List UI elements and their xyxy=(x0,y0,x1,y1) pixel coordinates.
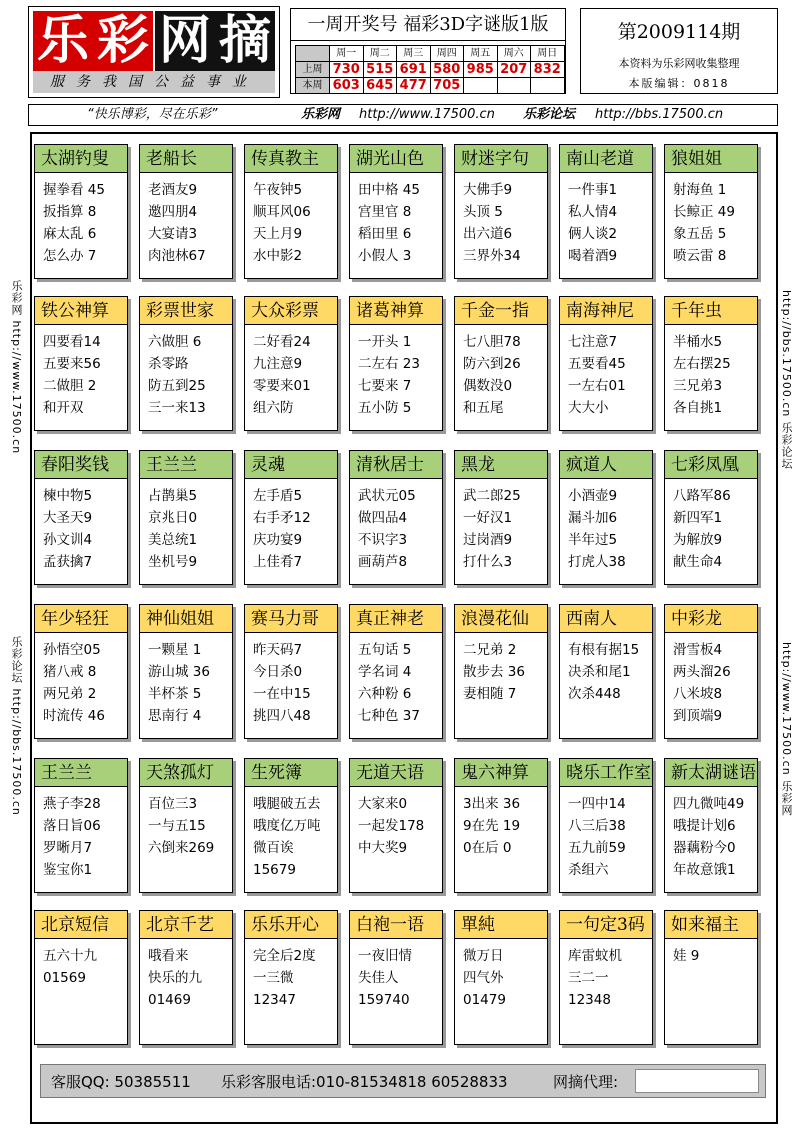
riddle-cell-line: 二好看24 xyxy=(253,334,311,350)
riddle-cell xyxy=(349,604,443,739)
logo-char-1: 乐 xyxy=(33,11,93,71)
riddle-cell-title: 如来福主 xyxy=(665,911,757,939)
riddle-cell-line: 散步去 36 xyxy=(463,664,525,680)
riddle-cell-line: 六做胆 6 xyxy=(148,334,202,350)
riddle-cell-line: 有根有据15 xyxy=(568,642,640,658)
riddle-cell-line: 哦腿破五去 xyxy=(253,796,321,812)
riddle-cell-title: 年少轻狂 xyxy=(35,605,127,633)
riddle-cell-line: 微百诶 xyxy=(253,840,294,856)
riddle-cell-line: 五六十九 xyxy=(43,948,97,964)
day-header: 周六 xyxy=(497,46,531,62)
riddle-cell xyxy=(559,758,653,893)
riddle-cell xyxy=(34,758,128,893)
this-week-label: 本周 xyxy=(296,78,330,94)
riddle-cell-line: 两头溜26 xyxy=(673,664,731,680)
riddle-cell-line: 9在先 19 xyxy=(463,818,521,834)
riddle-cell-title: 浪漫花仙 xyxy=(455,605,547,633)
riddle-cell xyxy=(664,144,758,279)
riddle-cell-line: 画葫芦8 xyxy=(358,554,408,570)
day-header: 周二 xyxy=(363,46,397,62)
riddle-cell-line: 武状元05 xyxy=(358,488,416,504)
riddle-cell xyxy=(664,450,758,585)
riddle-cell xyxy=(139,910,233,1045)
agent-input-box[interactable] xyxy=(635,1069,759,1093)
this-week-number: 603 xyxy=(330,78,364,94)
riddle-cell-line: 一三微 xyxy=(253,970,294,986)
side-right-top: http://bbs.17500.cn 乐彩论坛 xyxy=(780,290,793,470)
riddle-cell xyxy=(559,910,653,1045)
last-week-number: 730 xyxy=(330,62,364,78)
riddle-cell-line: 田中格 45 xyxy=(358,182,420,198)
riddle-cell-line: 水中影2 xyxy=(253,248,303,264)
riddle-cell xyxy=(244,296,338,431)
riddle-cell-line: 大宴请3 xyxy=(148,226,198,242)
riddle-cell-line: 年故意饿1 xyxy=(673,862,736,878)
riddle-cell-line: 四九微吨49 xyxy=(673,796,745,812)
riddle-cell-line: 小酒壶9 xyxy=(568,488,618,504)
issue-editor: 本版编辑：0818 xyxy=(628,77,730,90)
riddle-cell-line: 今日杀0 xyxy=(253,664,303,680)
this-week-number xyxy=(464,78,498,94)
riddle-cell-title: 鬼六神算 xyxy=(455,759,547,787)
riddle-cell-title: 北京短信 xyxy=(35,911,127,939)
riddle-cell xyxy=(244,604,338,739)
riddle-cell-line: 长鲸正 49 xyxy=(673,204,735,220)
footer-agent-label: 网摘代理: xyxy=(553,1073,619,1091)
riddle-cell xyxy=(244,910,338,1045)
riddle-cell-line: 微万日 xyxy=(463,948,504,964)
riddle-cell-title: 诸葛神算 xyxy=(350,297,442,325)
riddle-cell-line: 完全后2度 xyxy=(253,948,316,964)
logo-slogan: 服务我国公益事业 xyxy=(33,71,275,93)
riddle-cell-line: 喷云雷 8 xyxy=(673,248,727,264)
riddle-cell-line: 组六防 xyxy=(253,400,294,416)
day-header: 周三 xyxy=(397,46,431,62)
riddle-cell-line: 思南行 4 xyxy=(148,708,202,724)
riddle-cell-line: 杀组六 xyxy=(568,862,609,878)
riddle-cell-line: 八路军86 xyxy=(673,488,731,504)
riddle-cell-line: 挑四八48 xyxy=(253,708,311,724)
riddle-cell xyxy=(139,758,233,893)
riddle-cell-line: 老酒友9 xyxy=(148,182,198,198)
issue-note: 本资料为乐彩网收集整理 xyxy=(618,57,740,70)
riddle-cell-title: 乐乐开心 xyxy=(245,911,337,939)
riddle-cell-line: 库雷蚊机 xyxy=(568,948,622,964)
issue-number: 第2009114期 xyxy=(617,21,741,43)
riddle-cell-line: 二左右 23 xyxy=(358,356,420,372)
riddle-cell-line: 七要来 7 xyxy=(358,378,412,394)
riddle-cell-line: 六倒来269 xyxy=(148,840,215,856)
riddle-cell-line: 大大小 xyxy=(568,400,609,416)
riddle-cell-line: 快乐的九 xyxy=(148,970,202,986)
last-week-number: 515 xyxy=(363,62,397,78)
riddle-cell xyxy=(664,758,758,893)
riddle-cell xyxy=(34,144,128,279)
banner-site-url[interactable]: http://www.17500.cn xyxy=(359,107,495,122)
riddle-cell-title: 北京千艺 xyxy=(140,911,232,939)
riddle-cell-title: 南山老道 xyxy=(560,145,652,173)
this-week-number: 705 xyxy=(430,78,464,94)
riddle-cell-line: 罗晰月7 xyxy=(43,840,93,856)
riddle-cell-line: 过岗酒9 xyxy=(463,532,513,548)
riddle-cell xyxy=(244,144,338,279)
riddle-cell-title: 生死簿 xyxy=(245,759,337,787)
riddle-cell-line: 七八胆78 xyxy=(463,334,521,350)
riddle-cell-line: 大圣天9 xyxy=(43,510,93,526)
riddle-cell-line: 四要看14 xyxy=(43,334,101,350)
riddle-cell-line: 半杯茶 5 xyxy=(148,686,202,702)
riddle-cell-line: 五句话 5 xyxy=(358,642,412,658)
banner-slogan: “快乐博彩，尽在乐彩” xyxy=(87,107,218,122)
riddle-cell-title: 白袍一语 xyxy=(350,911,442,939)
riddle-cell-line: 不识字3 xyxy=(358,532,408,548)
riddle-cell-line: 12348 xyxy=(568,992,611,1008)
riddle-cell-line: 半桶水5 xyxy=(673,334,723,350)
riddle-cell-line: 射海鱼 1 xyxy=(673,182,727,198)
riddle-cell-line: 燕子李28 xyxy=(43,796,101,812)
slogan-banner xyxy=(28,104,778,126)
riddle-cell-line: 稻田里 6 xyxy=(358,226,412,242)
riddle-cell-title: 太湖钓叟 xyxy=(35,145,127,173)
this-week-number: 477 xyxy=(397,78,431,94)
last-week-number: 985 xyxy=(464,62,498,78)
riddle-cell xyxy=(454,450,548,585)
riddle-cell-line: 出六道6 xyxy=(463,226,513,242)
riddle-cell-title: 铁公神算 xyxy=(35,297,127,325)
riddle-cell-line: 游山城 36 xyxy=(148,664,210,680)
footer-phone: 乐彩客服电话:010-81534818 60528833 xyxy=(221,1073,508,1091)
riddle-cell-line: 孙悟空05 xyxy=(43,642,101,658)
riddle-cell xyxy=(454,910,548,1045)
riddle-cell xyxy=(454,296,548,431)
riddle-cell xyxy=(34,910,128,1045)
riddle-cell-title: 王兰兰 xyxy=(140,451,232,479)
banner-site-name: 乐彩网 xyxy=(301,107,341,122)
riddle-cell-line: 15679 xyxy=(253,862,296,878)
riddle-cell-line: 一与五15 xyxy=(148,818,206,834)
riddle-cell-line: 二兄弟 2 xyxy=(463,642,517,658)
riddle-cell-title: 黑龙 xyxy=(455,451,547,479)
riddle-cell-line: 时流传 46 xyxy=(43,708,105,724)
side-right-bottom: http://www.17500.cn 乐彩网 xyxy=(780,642,793,817)
riddle-cell-title: 西南人 xyxy=(560,605,652,633)
riddle-cell-line: 159740 xyxy=(358,992,410,1008)
riddle-cell-line: 孙文训4 xyxy=(43,532,93,548)
riddle-cell-line: 落日旨06 xyxy=(43,818,101,834)
riddle-cell-line: 决杀和尾1 xyxy=(568,664,631,680)
riddle-cell xyxy=(139,296,233,431)
weekly-draw-table xyxy=(295,45,565,94)
riddle-cell-line: 占鹊巢5 xyxy=(148,488,198,504)
riddle-cell-title: 无道天语 xyxy=(350,759,442,787)
riddle-cell-line: 昨天码7 xyxy=(253,642,303,658)
this-week-number xyxy=(531,78,565,94)
riddle-cell-line: 坐机号9 xyxy=(148,554,198,570)
riddle-cell-line: 为解放9 xyxy=(673,532,723,548)
riddle-cell-line: 五要来56 xyxy=(43,356,101,372)
riddle-cell-line: 五小防 5 xyxy=(358,400,412,416)
riddle-cell-line: 上佳肴7 xyxy=(253,554,303,570)
riddle-cell-line: 各自挑1 xyxy=(673,400,723,416)
riddle-cell-line: 庆功宴9 xyxy=(253,532,303,548)
riddle-cell-line: 01479 xyxy=(463,992,506,1008)
riddle-cell-line: 怎么办 7 xyxy=(43,248,97,264)
riddle-cell-line: 打什么3 xyxy=(463,554,513,570)
riddle-cell-line: 零要来01 xyxy=(253,378,311,394)
riddle-cell-title: 晓乐工作室 xyxy=(560,759,652,787)
riddle-cell-line: 百位三3 xyxy=(148,796,198,812)
riddle-cell-line: 一颗星 1 xyxy=(148,642,202,658)
riddle-cell-line: 哦提计划6 xyxy=(673,818,736,834)
riddle-cell-line: 九注意9 xyxy=(253,356,303,372)
day-header: 周五 xyxy=(464,46,498,62)
last-week-number: 832 xyxy=(531,62,565,78)
riddle-cell-line: 麻太乱 6 xyxy=(43,226,97,242)
riddle-cell-line: 一好汉1 xyxy=(463,510,513,526)
riddle-cell-line: 12347 xyxy=(253,992,296,1008)
riddle-cell-title: 千年虫 xyxy=(665,297,757,325)
riddle-cell-line: 右手矛12 xyxy=(253,510,311,526)
riddle-cell-title: 中彩龙 xyxy=(665,605,757,633)
riddle-cell-line: 左手盾5 xyxy=(253,488,303,504)
riddle-cell-line: 器藕粉今0 xyxy=(673,840,736,856)
riddle-cell-line: 七种色 37 xyxy=(358,708,420,724)
day-header: 周四 xyxy=(430,46,464,62)
riddle-cell-line: 防五到25 xyxy=(148,378,206,394)
riddle-cell-line: 三二一 xyxy=(568,970,609,986)
riddle-cell-line: 一左右01 xyxy=(568,378,626,394)
riddle-cell xyxy=(139,144,233,279)
riddle-cell-line: 天上月9 xyxy=(253,226,303,242)
riddle-cell-line: 四气外 xyxy=(463,970,504,986)
riddle-cell-line: 扳指算 8 xyxy=(43,204,97,220)
logo-char-2: 彩 xyxy=(93,11,153,71)
riddle-cell-line: 到顶端9 xyxy=(673,708,723,724)
riddle-cell-line: 打虎人38 xyxy=(568,554,626,570)
riddle-cell-line: 大家来0 xyxy=(358,796,408,812)
corner-cell xyxy=(296,46,330,62)
riddle-cell-line: 半年过5 xyxy=(568,532,618,548)
riddle-cell-title: 千金一指 xyxy=(455,297,547,325)
riddle-cell xyxy=(454,758,548,893)
riddle-cell-line: 一在中15 xyxy=(253,686,311,702)
riddle-cell-title: 灵魂 xyxy=(245,451,337,479)
riddle-cell-title: 大众彩票 xyxy=(245,297,337,325)
riddle-cell xyxy=(454,144,548,279)
riddle-cell-title: 南海神尼 xyxy=(560,297,652,325)
riddle-cell-line: 五要看45 xyxy=(568,356,626,372)
riddle-cell-title: 天煞孤灯 xyxy=(140,759,232,787)
riddle-cell-line: 京兆日0 xyxy=(148,510,198,526)
this-week-number xyxy=(497,78,531,94)
riddle-cell-line: 肉池林67 xyxy=(148,248,206,264)
day-header: 周日 xyxy=(531,46,565,62)
riddle-cell-line: 和开双 xyxy=(43,400,84,416)
riddle-cell-line: 六种粉 6 xyxy=(358,686,412,702)
riddle-cell xyxy=(34,604,128,739)
footer-bar xyxy=(40,1064,766,1098)
riddle-cell-title: 七彩凤凰 xyxy=(665,451,757,479)
riddle-cell xyxy=(349,910,443,1045)
riddle-cell-line: 和五尾 xyxy=(463,400,504,416)
riddle-cell xyxy=(664,296,758,431)
riddle-cell-line: 0在后 0 xyxy=(463,840,512,856)
side-left-bottom: 乐彩论坛 http://bbs.17500.cn xyxy=(10,636,23,816)
riddle-cell xyxy=(34,296,128,431)
riddle-cell-line: 七注意7 xyxy=(568,334,618,350)
riddle-cell-line: 一件事1 xyxy=(568,182,618,198)
riddle-cell-line: 俩人谈2 xyxy=(568,226,618,242)
riddle-cell-line: 一起发178 xyxy=(358,818,425,834)
riddle-cell-line: 鉴宝你1 xyxy=(43,862,93,878)
riddle-cell-line: 中大奖9 xyxy=(358,840,408,856)
riddle-cell-title: 一句定3码 xyxy=(560,911,652,939)
footer-qq: 客服QQ: 50385511 xyxy=(51,1073,191,1091)
riddle-cell-line: 小假人 3 xyxy=(358,248,412,264)
riddle-cell-title: 神仙姐姐 xyxy=(140,605,232,633)
riddle-cell-line: 左右摆25 xyxy=(673,356,731,372)
logo-char-3: 网 xyxy=(155,11,215,71)
riddle-cell xyxy=(664,604,758,739)
riddle-cell-line: 宫里官 8 xyxy=(358,204,412,220)
riddle-cell-line: 01569 xyxy=(43,970,86,986)
riddle-cell-line: 3出来 36 xyxy=(463,796,521,812)
riddle-cell-line: 做四品4 xyxy=(358,510,408,526)
riddle-cell-title: 老船长 xyxy=(140,145,232,173)
riddle-cell-line: 三一来13 xyxy=(148,400,206,416)
weekly-draw-title: 一周开奖号 福彩3D字谜版1版 xyxy=(291,9,565,41)
riddle-cell xyxy=(349,450,443,585)
riddle-cell-line: 私人情4 xyxy=(568,204,618,220)
riddle-cell-line: 美总统1 xyxy=(148,532,198,548)
riddle-cell-title: 單純 xyxy=(455,911,547,939)
riddle-cell-line: 学名词 4 xyxy=(358,664,412,680)
riddle-cell-title: 疯道人 xyxy=(560,451,652,479)
riddle-cell-line: 头顶 5 xyxy=(463,204,503,220)
riddle-cell-line: 顺耳风06 xyxy=(253,204,311,220)
riddle-cell-title: 赛马力哥 xyxy=(245,605,337,633)
riddle-cell xyxy=(559,604,653,739)
riddle-cell-line: 次杀448 xyxy=(568,686,621,702)
riddle-cell-line: 三界外34 xyxy=(463,248,521,264)
riddle-cell-title: 湖光山色 xyxy=(350,145,442,173)
riddle-cell-line: 五九前59 xyxy=(568,840,626,856)
riddle-cell xyxy=(559,296,653,431)
last-week-number: 691 xyxy=(397,62,431,78)
riddle-cell xyxy=(349,758,443,893)
riddle-cell-line: 娃 9 xyxy=(673,948,700,964)
riddle-cell-line: 喝着酒9 xyxy=(568,248,618,264)
riddle-cell-line: 午夜钟5 xyxy=(253,182,303,198)
riddle-cell xyxy=(244,450,338,585)
banner-forum-name: 乐彩论坛 xyxy=(523,107,576,122)
riddle-cell-line: 偶数没0 xyxy=(463,378,513,394)
riddle-cell-line: 八三后38 xyxy=(568,818,626,834)
riddle-cell-line: 二做胆 2 xyxy=(43,378,97,394)
riddle-cell-line: 漏斗加6 xyxy=(568,510,618,526)
riddle-cell xyxy=(454,604,548,739)
riddle-cell-line: 哦度亿万吨 xyxy=(253,818,321,834)
logo-char-4: 摘 xyxy=(215,11,275,71)
riddle-cell xyxy=(559,144,653,279)
riddle-cell-line: 三兄弟3 xyxy=(673,378,723,394)
side-left-top: 乐彩网 http://www.17500.cn xyxy=(10,280,23,455)
last-week-label: 上周 xyxy=(296,62,330,78)
riddle-cell-line: 两兄弟 2 xyxy=(43,686,97,702)
riddle-cell-title: 清秋居士 xyxy=(350,451,442,479)
riddle-cell-line: 一夜旧情 xyxy=(358,948,412,964)
riddle-cell-line: 八米坡8 xyxy=(673,686,723,702)
riddle-cell-line: 一四中14 xyxy=(568,796,626,812)
riddle-grid xyxy=(30,132,778,1124)
riddle-cell xyxy=(349,144,443,279)
riddle-cell-line: 楝中物5 xyxy=(43,488,93,504)
riddle-cell-line: 猪八戒 8 xyxy=(43,664,97,680)
day-header: 周一 xyxy=(330,46,364,62)
riddle-cell-line: 象五岳 5 xyxy=(673,226,727,242)
riddle-cell-line: 一开头 1 xyxy=(358,334,412,350)
riddle-cell-line: 大佛手9 xyxy=(463,182,513,198)
riddle-cell-line: 孟获擒7 xyxy=(43,554,93,570)
logo xyxy=(28,6,280,98)
this-week-number: 645 xyxy=(363,78,397,94)
riddle-cell-line: 防六到26 xyxy=(463,356,521,372)
riddle-cell-line: 滑雪板4 xyxy=(673,642,723,658)
riddle-cell-line: 献生命4 xyxy=(673,554,723,570)
last-week-number: 207 xyxy=(497,62,531,78)
last-week-number: 580 xyxy=(430,62,464,78)
riddle-cell xyxy=(244,758,338,893)
riddle-cell-line: 邀四朋4 xyxy=(148,204,198,220)
riddle-cell-line: 01469 xyxy=(148,992,191,1008)
issue-panel xyxy=(580,8,778,94)
riddle-cell xyxy=(139,604,233,739)
riddle-cell-title: 春阳奖钱 xyxy=(35,451,127,479)
riddle-cell-title: 财迷字句 xyxy=(455,145,547,173)
riddle-cell-title: 王兰兰 xyxy=(35,759,127,787)
riddle-cell-line: 妻相随 7 xyxy=(463,686,517,702)
banner-forum-url[interactable]: http://bbs.17500.cn xyxy=(595,107,724,122)
riddle-cell-line: 握拳看 45 xyxy=(43,182,105,198)
riddle-cell-title: 新太湖谜语 xyxy=(665,759,757,787)
riddle-cell-line: 武二郎25 xyxy=(463,488,521,504)
riddle-cell xyxy=(664,910,758,1045)
riddle-cell-title: 彩票世家 xyxy=(140,297,232,325)
riddle-cell-title: 狼姐姐 xyxy=(665,145,757,173)
riddle-cell-line: 哦看来 xyxy=(148,948,189,964)
weekly-draw-panel xyxy=(290,8,566,94)
riddle-cell-line: 杀零路 xyxy=(148,356,189,372)
riddle-cell-line: 新四军1 xyxy=(673,510,723,526)
riddle-cell-title: 真正神老 xyxy=(350,605,442,633)
riddle-cell xyxy=(139,450,233,585)
riddle-cell-line: 失佳人 xyxy=(358,970,399,986)
riddle-cell-title: 传真教主 xyxy=(245,145,337,173)
riddle-cell xyxy=(349,296,443,431)
riddle-cell xyxy=(34,450,128,585)
riddle-cell xyxy=(559,450,653,585)
